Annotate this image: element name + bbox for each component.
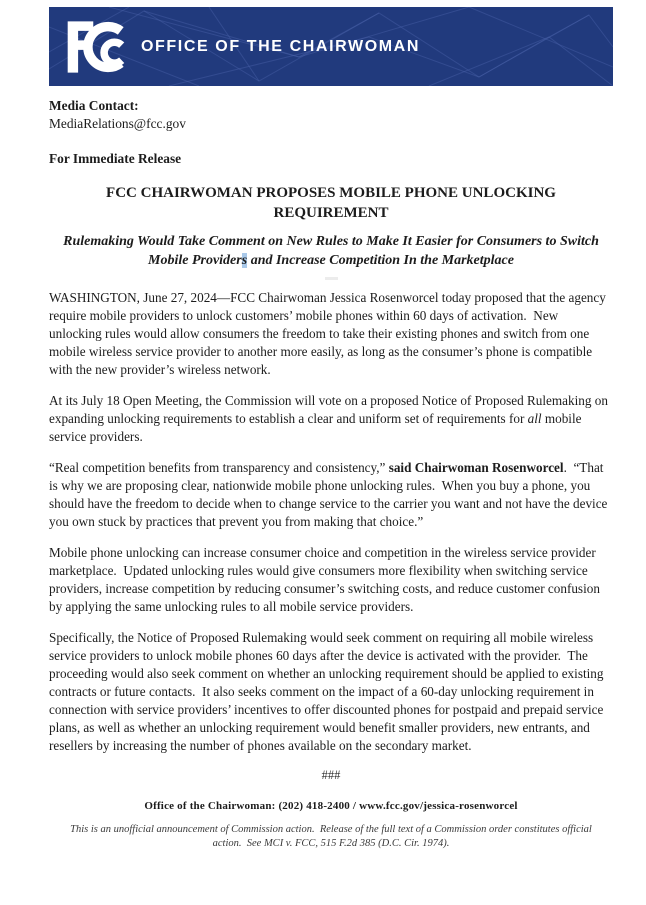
text-run: . “That is why we are proposing clear, nationwide mobile phone unlocking rules. When you buy a phone, you should have the freedom to decide when to change service to the carrier you want and not have the device you own stuck by practices that prevent you from making that choice.” [49,460,611,529]
banner-office-title: OFFICE OF THE CHAIRWOMAN [141,37,420,55]
text-run: s [241,253,248,268]
text-run: At its July 18 Open Meeting, the Commission will vote on a proposed Notice of Proposed Rulemaking on expanding unlocking requirements to establish a clear and uniform set of requirements for [49,393,612,426]
text-run: “Real competition benefits from transparency and consistency,” [49,460,389,475]
release-label: For Immediate Release [49,151,182,166]
media-contact-email: MediaRelations@fcc.gov [49,116,186,131]
media-contact-label: Media Contact: [49,98,139,113]
body-paragraph [49,289,613,379]
text-run: and Increase Competition In the Marketplace [247,253,514,268]
footer-disclaimer: This is an unofficial announcement of Commission action. Release of the full text of a Commission order constitutes official action. See MCI v. FCC, 515 F.2d 385 (D.C. Cir. 1974). [70,824,595,849]
body-paragraph [49,392,613,446]
body-text [49,289,613,755]
text-run: mobile service providers. [49,411,585,444]
headline: FCC CHAIRWOMAN PROPOSES MOBILE PHONE UNLOCKING REQUIREMENT [106,185,556,221]
fcc-logo [62,19,134,75]
text-run: Mobile phone unlocking can increase consumer choice and competition in the wireless service provider marketplace. Updated unlocking rules would give consumers more flexibility when switching service providers, increase competition by reducing consumer’s switching costs, and reduce customer confusion by applying the same unlocking rules to all mobile service providers. [49,545,604,614]
text-run: WASHINGTON, June 27, 2024—FCC Chairwoman Jessica Rosenworcel today proposed that the agency require mobile providers to unlock customers’ mobile phones within 60 days of activation. New unlocking rules would allow consumers the freedom to take their existing phones and switch from one mobile wireless service provider to another more easily, as long as the consumer’s phone is compatible with the new provider’s wireless network. [49,290,610,377]
text-run: all [527,411,542,426]
subheadline [49,232,613,270]
end-mark: ### [321,768,341,782]
body-paragraph [49,629,613,755]
footer-contact-line: Office of the Chairwoman: (202) 418-2400 / www.fcc.gov/jessica-rosenworcel [144,800,518,812]
body-paragraph [49,459,613,531]
text-run: Specifically, the Notice of Proposed Rulemaking would seek comment on requiring all mobile wireless service providers to unlock mobile phones 60 days after the device is activated with the provider. The proceeding would also seek comment on whether an unlocking requirement should be applied to existing contracts or future contacts. It also seeks comment on the impact of a 60-day unlocking requirement in connection with service providers’ incentives to offer discounted phones for postpaid and prepaid service plans, as well as whether an unlocking requirement would benefit smaller providers, new entrants, and resellers by increasing the number of phones available on the secondary market. [49,630,607,753]
text-run: said Chairwoman Rosenworcel [388,460,564,475]
footer [49,800,613,851]
body-paragraph [49,544,613,616]
text-run: Rulemaking Would Take Comment on New Rules to Make It Easier for Consumers to Switch Mobile Provider [63,234,599,268]
fcc-banner [49,7,613,86]
release-meta [49,97,613,168]
section-divider [325,277,338,280]
